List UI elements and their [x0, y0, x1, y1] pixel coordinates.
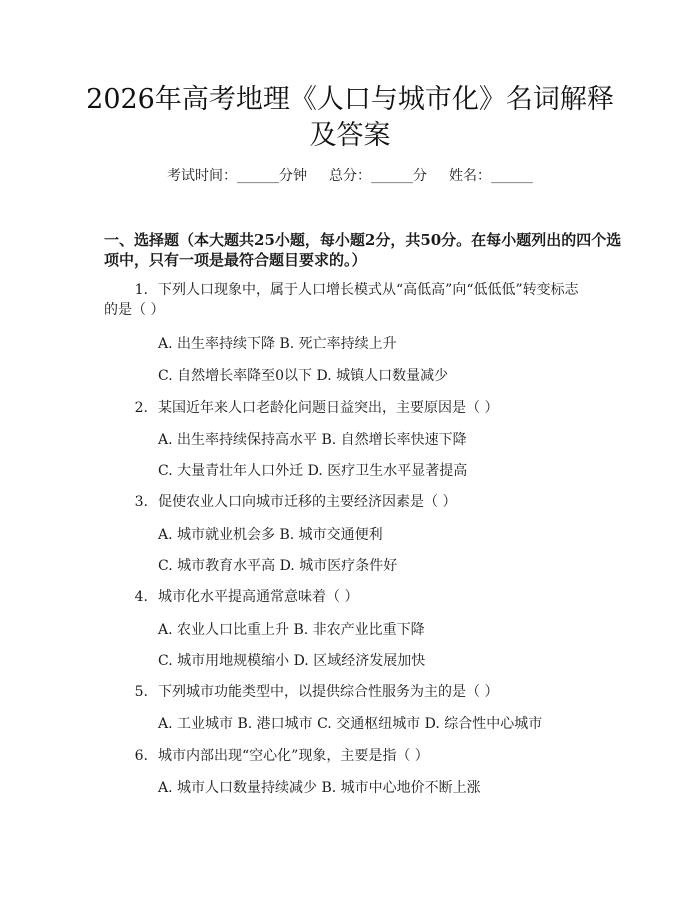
question-6-options-row-1: A. 城市人口数量持续减少 B. 城市中心地价不断上涨: [158, 780, 481, 796]
question-2-options-row-1: A. 出生率持续保持高水平 B. 自然增长率快速下降: [158, 432, 467, 448]
question-1-options-row-1: A. 出生率持续下降 B. 死亡率持续上升: [158, 336, 397, 352]
question-3-options-row-1: A. 城市就业机会多 B. 城市交通便利: [158, 527, 383, 543]
question-5-options-row-1: A. 工业城市 B. 港口城市 C. 交通枢纽城市 D. 综合性中心城市: [158, 716, 543, 732]
question-6: [104, 746, 624, 766]
question-3-options-row-2: C. 城市教育水平高 D. 城市医疗条件好: [158, 558, 398, 574]
question-4-options-row-1: A. 农业人口比重上升 B. 非农产业比重下降: [158, 622, 425, 638]
question-3: [104, 492, 624, 512]
question-number: 2.: [134, 400, 148, 416]
document-title-line2: 及答案: [309, 120, 391, 151]
question-number: 1.: [134, 282, 148, 298]
question-2-options-row-2: C. 大量青壮年人口外迁 D. 医疗卫生水平显著提高: [158, 463, 468, 479]
question-stem: 某国近年来人口老龄化问题日益突出，主要原因是（ ）: [158, 400, 499, 416]
question-stem: 下列人口现象中，属于人口增长模式从“高低高”向“低低低”转变标志: [158, 282, 579, 298]
question-1-options-row-2: C. 自然增长率降至0以下 D. 城镇人口数量减少: [158, 368, 449, 384]
question-number: 4.: [134, 589, 148, 605]
student-name-field: 姓名：______: [449, 168, 533, 184]
question-stem: 下列城市功能类型中，以提供综合性服务为主的是（ ）: [158, 684, 499, 700]
exam-score-field: 总分：______分: [329, 168, 427, 184]
question-stem-continuation: 的是（ ）: [104, 302, 165, 318]
question-4: [104, 587, 624, 607]
section-heading-line1: 一、选择题（本大题共25小题，每小题2分，共50分。在每小题列出的四个选: [104, 231, 622, 249]
question-2: [104, 398, 624, 418]
question-5: [104, 682, 624, 702]
question-stem: 促使农业人口向城市迁移的主要经济因素是（ ）: [158, 494, 457, 510]
question-number: 5.: [134, 684, 148, 700]
question-number: 3.: [134, 494, 148, 510]
question-number: 6.: [134, 748, 148, 764]
exam-time-field: 考试时间：______分钟: [167, 168, 307, 184]
document-title-line1: 2026年高考地理《人口与城市化》名词解释: [86, 84, 614, 115]
question-stem: 城市化水平提高通常意味着（ ）: [158, 589, 359, 605]
question-4-options-row-2: C. 城市用地规模缩小 D. 区域经济发展加快: [158, 653, 426, 669]
exam-info: [0, 166, 700, 186]
question-1: [104, 280, 624, 300]
question-stem: 城市内部出现“空心化”现象，主要是指（ ）: [158, 748, 429, 764]
section-heading-line2: 项中，只有一项是最符合题目要求的。）: [104, 251, 367, 269]
